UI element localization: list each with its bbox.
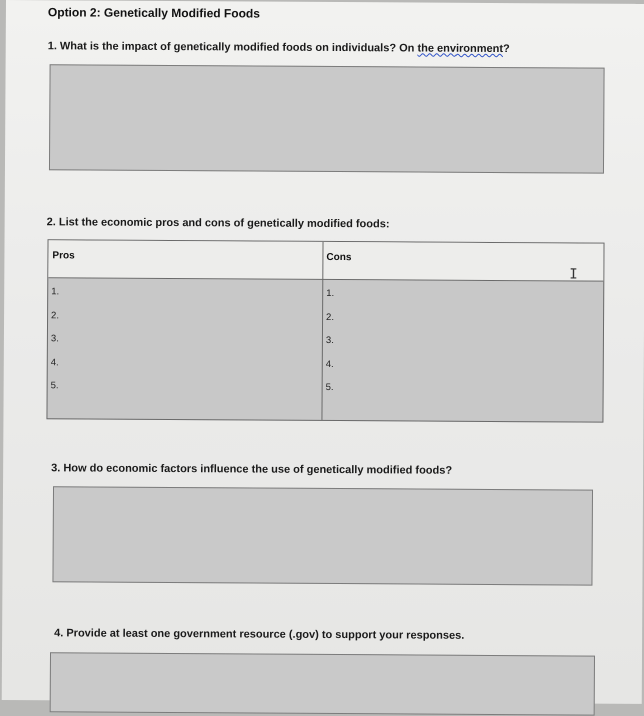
- answer-box-1[interactable]: [49, 64, 605, 173]
- pros-item: 2.: [51, 309, 60, 321]
- text-cursor-icon: I: [569, 266, 578, 283]
- pros-cons-table: [46, 239, 604, 422]
- question-1-end: ?: [503, 43, 510, 56]
- cons-list[interactable]: [326, 288, 335, 406]
- question-1-underlined: the environment: [417, 42, 504, 56]
- question-1-text: 1. What is the impact of genetically modified foods on individuals? On: [47, 40, 418, 55]
- cons-item: 4.: [325, 358, 334, 370]
- pros-list[interactable]: [51, 286, 60, 404]
- pros-cons-header: [48, 240, 603, 281]
- column-divider: [321, 242, 323, 420]
- page-title: Option 2: Genetically Modified Foods: [47, 5, 260, 21]
- pros-item: 3.: [50, 333, 59, 345]
- cons-item: 3.: [325, 334, 334, 347]
- pros-item: 4.: [50, 356, 59, 368]
- question-3: 3. How do economic factors influence the use of genetically modified foods?: [51, 462, 453, 477]
- answer-box-4[interactable]: [50, 652, 595, 715]
- pros-header: Pros: [52, 250, 75, 262]
- cons-item: 1.: [326, 287, 335, 300]
- question-4: 4. Provide at least one government resource (.gov) to support your responses.: [54, 627, 465, 642]
- cons-header: Cons: [326, 251, 352, 264]
- worksheet-page: [2, 0, 644, 704]
- question-2: 2. List the economic pros and cons of genetically modified foods:: [46, 216, 390, 231]
- answer-box-3[interactable]: [52, 486, 593, 585]
- cons-item: 2.: [326, 311, 335, 323]
- cons-item: 5.: [325, 381, 334, 394]
- pros-item: 1.: [51, 286, 60, 298]
- pros-item: 5.: [50, 380, 59, 392]
- question-1: [48, 40, 510, 55]
